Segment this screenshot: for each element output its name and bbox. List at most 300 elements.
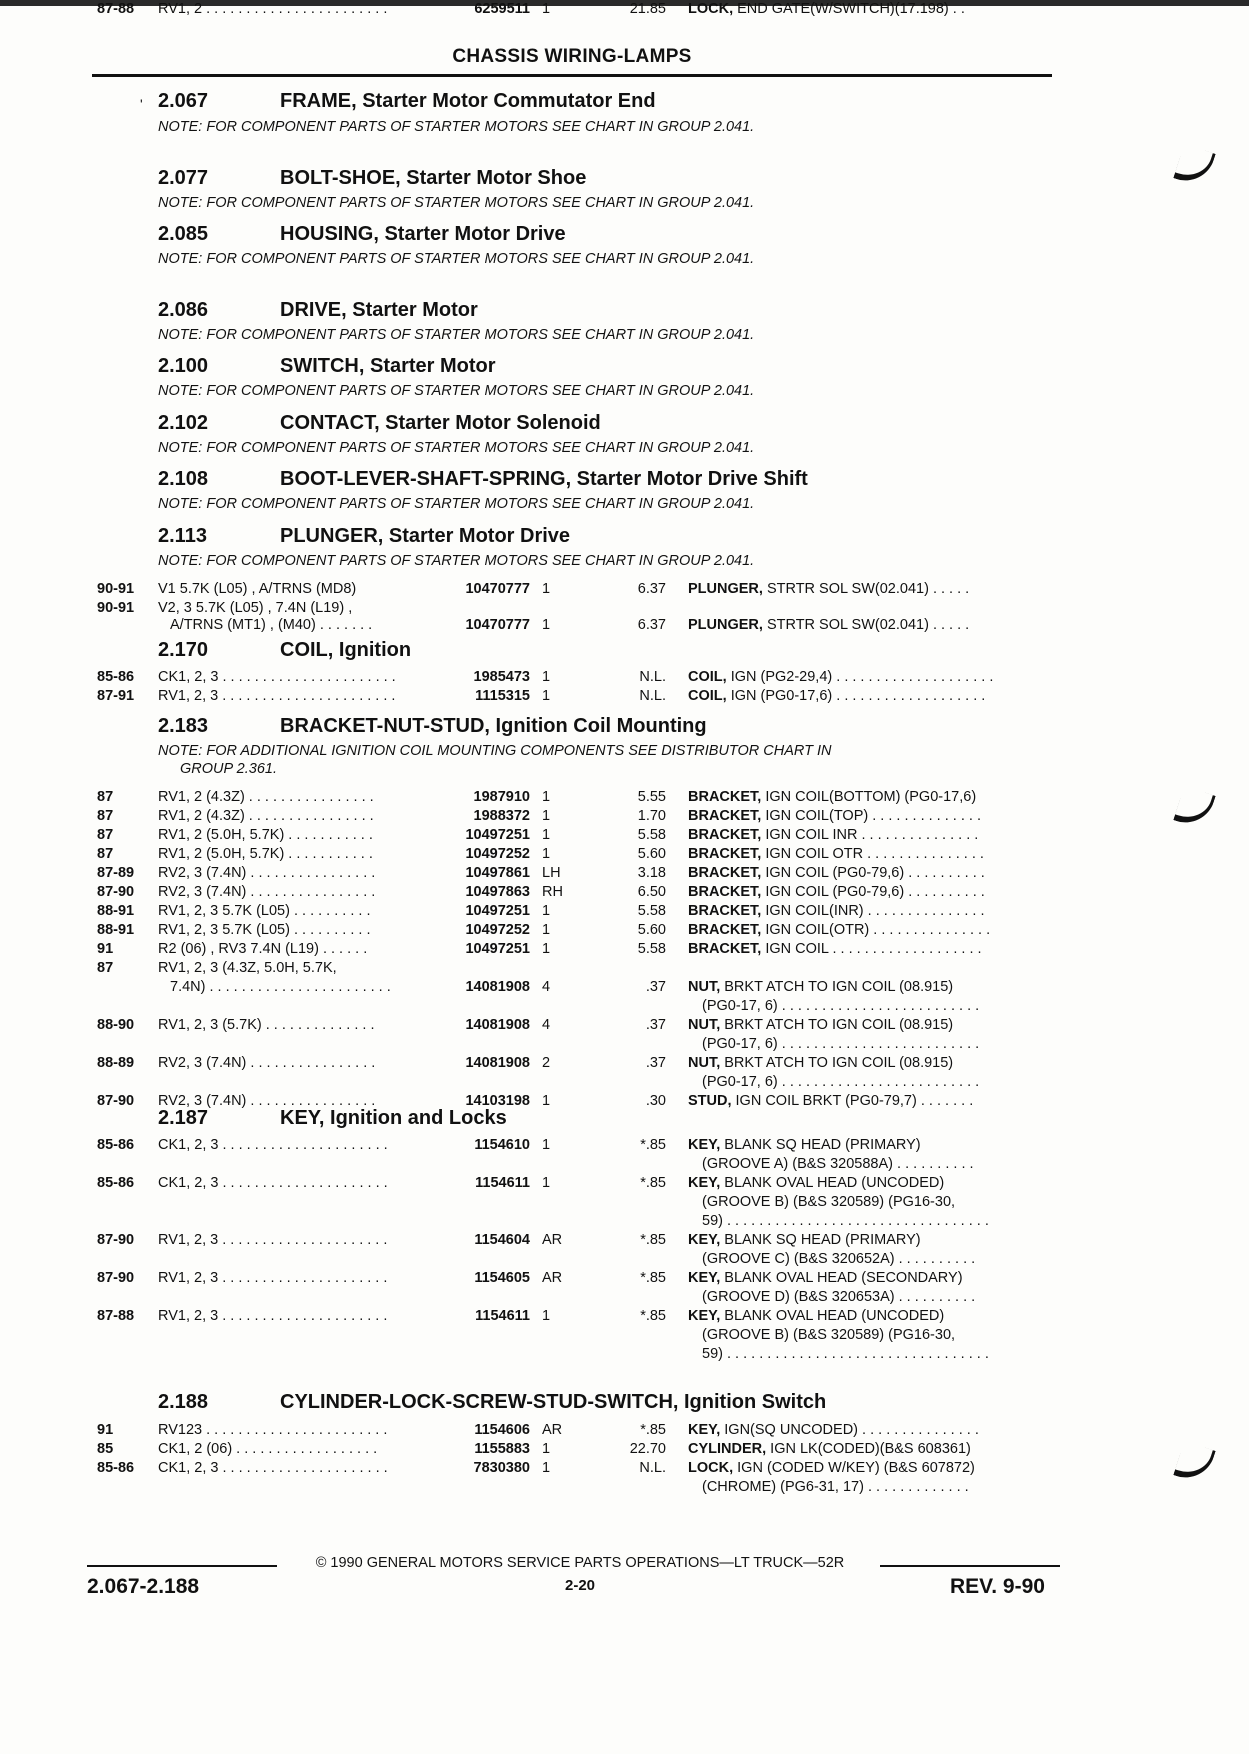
description-keyword: BRACKET, <box>688 808 762 824</box>
price: 5.60 <box>637 922 666 938</box>
description-keyword: BRACKET, <box>688 827 762 843</box>
model-code: CK1, 2, 3 . . . . . . . . . . . . . . . . . . . . . <box>158 1137 388 1153</box>
part-description <box>688 1440 1052 1459</box>
table-row <box>0 921 1249 940</box>
table-row <box>0 1459 1249 1478</box>
model-year: 87-90 <box>97 884 135 900</box>
model-code: RV1, 2 (5.0H, 5.7K) . . . . . . . . . . . <box>158 846 373 862</box>
quantity: 2 <box>542 1055 551 1071</box>
model-code: RV1, 2 (4.3Z) . . . . . . . . . . . . . . . . <box>158 789 374 805</box>
page-header: CHASSIS WIRING-LAMPS <box>92 46 1052 77</box>
part-description <box>688 1421 1052 1440</box>
footer-rule-right <box>880 1565 1060 1567</box>
quantity: 1 <box>542 922 551 938</box>
model-code: RV1, 2, 3 . . . . . . . . . . . . . . . . . . . . . <box>158 1232 388 1248</box>
part-number: 14081908 <box>465 1055 530 1071</box>
table-row <box>0 1054 1249 1073</box>
price: *.85 <box>640 1137 666 1153</box>
section-note: NOTE: FOR COMPONENT PARTS OF STARTER MOTORS SEE CHART IN GROUP 2.041. <box>158 251 755 267</box>
quantity: 1 <box>542 941 551 957</box>
model-year: 87 <box>97 846 114 862</box>
model-year: 87-88 <box>97 1 135 17</box>
table-row <box>0 1326 1249 1345</box>
part-description-continued: 59) . . . . . . . . . . . . . . . . . . . . . . . . . . . . . . . . . <box>702 1213 989 1229</box>
part-number: 1154611 <box>475 1308 530 1324</box>
part-description <box>688 687 1052 706</box>
part-number: 1154604 <box>474 1232 530 1248</box>
table-row <box>0 864 1249 883</box>
quantity: 1 <box>542 688 551 704</box>
table-row <box>0 1016 1249 1035</box>
section-number: 2.085 <box>158 223 209 245</box>
model-code: RV1, 2, 3 . . . . . . . . . . . . . . . . . . . . . <box>158 1270 388 1286</box>
part-description-continued: (GROOVE B) (B&S 320589) (PG16-30, <box>702 1194 956 1210</box>
description-text: IGN COIL(TOP) . . . . . . . . . . . . . . <box>761 808 981 824</box>
section-note: NOTE: FOR ADDITIONAL IGNITION COIL MOUNTING COMPONENTS SEE DISTRIBUTOR CHART IN <box>158 743 832 759</box>
model-year: 88-90 <box>97 1017 135 1033</box>
table-row <box>0 1478 1249 1497</box>
part-description <box>688 616 1052 635</box>
part-number: 10470777 <box>465 581 530 597</box>
price: 3.18 <box>637 865 666 881</box>
quantity: 1 <box>542 1 551 17</box>
quantity: 1 <box>542 669 551 685</box>
part-description <box>688 826 1052 845</box>
model-code: RV1, 2, 3 (5.7K) . . . . . . . . . . . . . . <box>158 1017 375 1033</box>
part-description-continued: (PG0-17, 6) . . . . . . . . . . . . . . . . . . . . . . . . . <box>702 998 980 1014</box>
quantity: 1 <box>542 846 551 862</box>
part-number: 14081908 <box>465 979 530 995</box>
part-description-continued: (PG0-17, 6) . . . . . . . . . . . . . . . . . . . . . . . . . <box>702 1074 980 1090</box>
description-keyword: KEY, <box>688 1308 721 1324</box>
description-text: IGN (CODED W/KEY) (B&S 607872) <box>733 1460 975 1476</box>
table-row <box>0 1345 1249 1364</box>
part-description-continued: (GROOVE A) (B&S 320588A) . . . . . . . . . . <box>702 1156 974 1172</box>
section-note-continued: GROUP 2.361. <box>180 761 277 777</box>
part-description-continued: 59) . . . . . . . . . . . . . . . . . . . . . . . . . . . . . . . . . <box>702 1346 989 1362</box>
part-number: 10497863 <box>465 884 530 900</box>
description-text: STRTR SOL SW(02.041) . . . . . <box>762 617 970 633</box>
model-year: 85-86 <box>97 1460 135 1476</box>
description-text: IGN COIL BRKT (PG0-79,7) . . . . . . . <box>731 1093 974 1109</box>
description-text: BLANK SQ HEAD (PRIMARY) <box>720 1137 921 1153</box>
quantity: AR <box>542 1422 563 1438</box>
price: 22.70 <box>629 1441 666 1457</box>
description-text: IGN COIL(BOTTOM) (PG0-17,6) <box>761 789 977 805</box>
section-title: KEY, Ignition and Locks <box>280 1107 507 1129</box>
description-keyword: BRACKET, <box>688 865 762 881</box>
description-keyword: PLUNGER, <box>688 581 763 597</box>
model-year: 87-89 <box>97 865 135 881</box>
section-note: NOTE: FOR COMPONENT PARTS OF STARTER MOTORS SEE CHART IN GROUP 2.041. <box>158 496 755 512</box>
section-note: NOTE: FOR COMPONENT PARTS OF STARTER MOTORS SEE CHART IN GROUP 2.041. <box>158 327 755 343</box>
quantity: 1 <box>542 1137 551 1153</box>
table-row <box>0 959 1249 978</box>
part-description <box>688 1136 1052 1155</box>
footer-revision: REV. 9-90 <box>950 1575 1045 1598</box>
description-text: BLANK OVAL HEAD (UNCODED) <box>720 1308 945 1324</box>
section-number: 2.108 <box>158 468 209 490</box>
table-row <box>0 826 1249 845</box>
table-row <box>0 0 1249 19</box>
model-code: CK1, 2 (06) . . . . . . . . . . . . . . . . . . <box>158 1441 378 1457</box>
section-title: BOOT-LEVER-SHAFT-SPRING, Starter Motor Drive Shift <box>280 468 808 490</box>
price: 1.70 <box>637 808 666 824</box>
description-keyword: KEY, <box>688 1175 721 1191</box>
description-text: IGN LK(CODED)(B&S 608361) <box>766 1441 971 1457</box>
description-text: IGN COIL(OTR) . . . . . . . . . . . . . . . <box>761 922 991 938</box>
price: 6.37 <box>637 617 666 633</box>
description-text: IGN COIL (PG0-79,6) . . . . . . . . . . <box>761 865 985 881</box>
part-description-continued: (GROOVE B) (B&S 320589) (PG16-30, <box>702 1327 956 1343</box>
model-year: 87-90 <box>97 1093 135 1109</box>
model-year: 90-91 <box>97 600 135 616</box>
table-row <box>0 580 1249 599</box>
quantity: AR <box>542 1270 563 1286</box>
model-year: 87 <box>97 808 114 824</box>
section-title: CONTACT, Starter Motor Solenoid <box>280 412 601 434</box>
model-code: RV1, 2, 3 . . . . . . . . . . . . . . . . . . . . . <box>158 1308 388 1324</box>
description-keyword: STUD, <box>688 1093 732 1109</box>
model-year: 87-91 <box>97 688 135 704</box>
price: *.85 <box>640 1422 666 1438</box>
quantity: 4 <box>542 1017 551 1033</box>
table-row <box>0 1136 1249 1155</box>
model-code: RV1, 2, 3 5.7K (L05) . . . . . . . . . . <box>158 922 371 938</box>
model-year: 91 <box>97 941 114 957</box>
description-keyword: PLUNGER, <box>688 617 763 633</box>
model-code: RV1, 2 (4.3Z) . . . . . . . . . . . . . . . . <box>158 808 374 824</box>
part-description <box>688 1092 1052 1111</box>
table-row <box>0 1035 1249 1054</box>
quantity: LH <box>542 865 561 881</box>
table-row <box>0 902 1249 921</box>
section-number: 2.102 <box>158 412 209 434</box>
table-row <box>0 1307 1249 1326</box>
table-row <box>0 883 1249 902</box>
model-code: RV1, 2, 3 5.7K (L05) . . . . . . . . . . <box>158 903 371 919</box>
table-row <box>0 807 1249 826</box>
model-year: 87 <box>97 827 114 843</box>
model-code: CK1, 2, 3 . . . . . . . . . . . . . . . . . . . . . . <box>158 669 396 685</box>
footer-page-number: 2-20 <box>564 1577 596 1594</box>
section-number: 2.077 <box>158 167 209 189</box>
section-note: NOTE: FOR COMPONENT PARTS OF STARTER MOTORS SEE CHART IN GROUP 2.041. <box>158 440 755 456</box>
description-text: BRKT ATCH TO IGN COIL (08.915) <box>720 1017 954 1033</box>
price: 6.37 <box>637 581 666 597</box>
section-number: 2.067 <box>158 90 209 112</box>
description-keyword: CYLINDER, <box>688 1441 767 1457</box>
model-code: RV2, 3 (7.4N) . . . . . . . . . . . . . . . . <box>158 1093 376 1109</box>
price: 5.60 <box>637 846 666 862</box>
table-row <box>0 1288 1249 1307</box>
part-description <box>688 940 1052 959</box>
description-text: BLANK OVAL HEAD (UNCODED) <box>720 1175 945 1191</box>
description-keyword: COIL, <box>688 688 727 704</box>
section-number: 2.187 <box>158 1107 209 1129</box>
description-text: STRTR SOL SW(02.041) . . . . . <box>762 581 970 597</box>
model-code: R2 (06) , RV3 7.4N (L19) . . . . . . <box>158 941 368 957</box>
section-title: PLUNGER, Starter Motor Drive <box>280 525 571 547</box>
part-number: 1154610 <box>474 1137 530 1153</box>
description-keyword: BRACKET, <box>688 884 762 900</box>
price: N.L. <box>639 1460 666 1476</box>
price: 5.58 <box>637 827 666 843</box>
table-row <box>0 940 1249 959</box>
model-code: A/TRNS (MT1) , (M40) . . . . . . . <box>170 617 373 633</box>
description-keyword: KEY, <box>688 1232 721 1248</box>
quantity: 4 <box>542 979 551 995</box>
price: 5.58 <box>637 941 666 957</box>
table-row <box>0 1440 1249 1459</box>
part-description-continued: (GROOVE C) (B&S 320652A) . . . . . . . . . . <box>702 1251 976 1267</box>
part-number: 1115315 <box>475 688 530 704</box>
price: 5.55 <box>637 789 666 805</box>
description-keyword: BRACKET, <box>688 846 762 862</box>
part-description <box>688 1174 1052 1193</box>
price: .30 <box>645 1093 666 1109</box>
description-text: IGN COIL . . . . . . . . . . . . . . . . . . . <box>761 941 982 957</box>
part-description <box>688 788 1052 807</box>
section-note: NOTE: FOR COMPONENT PARTS OF STARTER MOTORS SEE CHART IN GROUP 2.041. <box>158 383 755 399</box>
price: *.85 <box>640 1308 666 1324</box>
part-description <box>688 1054 1052 1073</box>
part-description-continued: (CHROME) (PG6-31, 17) . . . . . . . . . . . . . <box>702 1479 969 1495</box>
quantity: 1 <box>542 808 551 824</box>
part-description <box>688 0 1052 19</box>
section-title: HOUSING, Starter Motor Drive <box>280 223 566 245</box>
part-description <box>688 921 1052 940</box>
description-keyword: BRACKET, <box>688 922 762 938</box>
description-text: IGN COIL INR . . . . . . . . . . . . . . . <box>761 827 979 843</box>
description-keyword: LOCK, <box>688 1460 734 1476</box>
description-text: END GATE(W/SWITCH)(17.198) . . <box>733 1 965 17</box>
description-keyword: KEY, <box>688 1422 721 1438</box>
quantity: 1 <box>542 1460 551 1476</box>
price: 6.50 <box>637 884 666 900</box>
part-description <box>688 978 1052 997</box>
description-keyword: BRACKET, <box>688 903 762 919</box>
price: *.85 <box>640 1270 666 1286</box>
footer-section-range: 2.067-2.188 <box>87 1575 200 1598</box>
part-number: 1155883 <box>474 1441 530 1457</box>
model-code: RV2, 3 (7.4N) . . . . . . . . . . . . . . . . <box>158 1055 376 1071</box>
description-keyword: KEY, <box>688 1137 721 1153</box>
model-code: CK1, 2, 3 . . . . . . . . . . . . . . . . . . . . . <box>158 1460 388 1476</box>
part-description <box>688 864 1052 883</box>
model-year: 85 <box>97 1441 114 1457</box>
table-row <box>0 1092 1249 1111</box>
price: N.L. <box>639 669 666 685</box>
description-text: BLANK SQ HEAD (PRIMARY) <box>720 1232 921 1248</box>
model-year: 87 <box>97 960 114 976</box>
quantity: 1 <box>542 617 551 633</box>
section-title: COIL, Ignition <box>280 639 412 661</box>
model-code: CK1, 2, 3 . . . . . . . . . . . . . . . . . . . . . <box>158 1175 388 1191</box>
part-description-continued: (GROOVE D) (B&S 320653A) . . . . . . . . . . <box>702 1289 976 1305</box>
part-number: 10497861 <box>465 865 530 881</box>
description-keyword: NUT, <box>688 1017 721 1033</box>
part-number: 10497251 <box>465 827 530 843</box>
model-code: RV2, 3 (7.4N) . . . . . . . . . . . . . . . . <box>158 865 376 881</box>
part-description <box>688 1459 1052 1478</box>
table-row <box>0 1212 1249 1231</box>
section-number: 2.086 <box>158 299 209 321</box>
table-row <box>0 1193 1249 1212</box>
part-number: 10497251 <box>465 903 530 919</box>
quantity: RH <box>542 884 563 900</box>
part-number: 10497252 <box>465 922 530 938</box>
quantity: 1 <box>542 903 551 919</box>
table-row <box>0 1073 1249 1092</box>
quantity: 1 <box>542 1441 551 1457</box>
model-year: 85-86 <box>97 1137 135 1153</box>
table-row <box>0 668 1249 687</box>
part-number: 1154611 <box>475 1175 530 1191</box>
part-description-continued: (PG0-17, 6) . . . . . . . . . . . . . . . . . . . . . . . . . <box>702 1036 980 1052</box>
section-number: 2.100 <box>158 355 209 377</box>
quantity: AR <box>542 1232 563 1248</box>
model-code: RV1, 2, 3 . . . . . . . . . . . . . . . . . . . . . . <box>158 688 396 704</box>
description-keyword: KEY, <box>688 1270 721 1286</box>
table-row <box>0 978 1249 997</box>
description-text: BRKT ATCH TO IGN COIL (08.915) <box>720 1055 954 1071</box>
part-number: 1988372 <box>473 808 530 824</box>
quantity: 1 <box>542 827 551 843</box>
part-number: 1985473 <box>473 669 530 685</box>
description-keyword: COIL, <box>688 669 727 685</box>
table-row <box>0 845 1249 864</box>
quantity: 1 <box>542 1093 551 1109</box>
description-text: BRKT ATCH TO IGN COIL (08.915) <box>720 979 954 995</box>
section-title: DRIVE, Starter Motor <box>280 299 478 321</box>
part-description <box>688 902 1052 921</box>
model-year: 88-91 <box>97 922 135 938</box>
model-year: 87-90 <box>97 1232 135 1248</box>
part-number: 1154606 <box>474 1422 530 1438</box>
model-code: RV1, 2, 3 (4.3Z, 5.0H, 5.7K, <box>158 960 337 976</box>
model-year: 85-86 <box>97 669 135 685</box>
price: .37 <box>645 1055 666 1071</box>
part-description <box>688 1307 1052 1326</box>
price: .37 <box>645 979 666 995</box>
model-year: 85-86 <box>97 1175 135 1191</box>
description-keyword: LOCK, <box>688 1 734 17</box>
model-year: 87-88 <box>97 1308 135 1324</box>
description-text: BLANK OVAL HEAD (SECONDARY) <box>720 1270 963 1286</box>
part-description <box>688 668 1052 687</box>
part-description <box>688 580 1052 599</box>
quantity: 1 <box>542 581 551 597</box>
table-row <box>0 1421 1249 1440</box>
table-row <box>0 997 1249 1016</box>
price: *.85 <box>640 1232 666 1248</box>
model-code: RV1, 2 (5.0H, 5.7K) . . . . . . . . . . . <box>158 827 373 843</box>
part-description <box>688 1269 1052 1288</box>
model-code: V2, 3 5.7K (L05) , 7.4N (L19) , <box>158 600 353 616</box>
model-year: 88-91 <box>97 903 135 919</box>
section-number: 2.188 <box>158 1391 209 1413</box>
part-number: 10497252 <box>465 846 530 862</box>
section-title: CYLINDER-LOCK-SCREW-STUD-SWITCH, Ignition Switch <box>280 1391 827 1413</box>
margin-tick-mark: ' <box>140 96 143 112</box>
part-number: 14081908 <box>465 1017 530 1033</box>
section-note: NOTE: FOR COMPONENT PARTS OF STARTER MOTORS SEE CHART IN GROUP 2.041. <box>158 553 755 569</box>
section-title: SWITCH, Starter Motor <box>280 355 496 377</box>
model-code: RV123 . . . . . . . . . . . . . . . . . . . . . . . <box>158 1422 388 1438</box>
footer-rule-left <box>87 1565 277 1567</box>
part-description <box>688 1016 1052 1035</box>
quantity: 1 <box>542 1308 551 1324</box>
table-row <box>0 1174 1249 1193</box>
part-description <box>688 845 1052 864</box>
description-keyword: NUT, <box>688 979 721 995</box>
model-year: 90-91 <box>97 581 135 597</box>
model-code: 7.4N) . . . . . . . . . . . . . . . . . . . . . . . <box>170 979 391 995</box>
section-note: NOTE: FOR COMPONENT PARTS OF STARTER MOTORS SEE CHART IN GROUP 2.041. <box>158 195 755 211</box>
description-keyword: BRACKET, <box>688 941 762 957</box>
part-number: 10497251 <box>465 941 530 957</box>
price: .37 <box>645 1017 666 1033</box>
model-year: 91 <box>97 1422 114 1438</box>
model-year: 88-89 <box>97 1055 135 1071</box>
table-row <box>0 1269 1249 1288</box>
model-year: 87 <box>97 789 114 805</box>
section-note: NOTE: FOR COMPONENT PARTS OF STARTER MOTORS SEE CHART IN GROUP 2.041. <box>158 119 755 135</box>
model-code: V1 5.7K (L05) , A/TRNS (MD8) <box>158 581 357 597</box>
quantity: 1 <box>542 789 551 805</box>
description-text: IGN (PG2-29,4) . . . . . . . . . . . . . . . . . . . . <box>726 669 994 685</box>
section-number: 2.183 <box>158 715 209 737</box>
part-description <box>688 1231 1052 1250</box>
description-text: IGN COIL(INR) . . . . . . . . . . . . . . . <box>761 903 985 919</box>
model-year: 87-90 <box>97 1270 135 1286</box>
section-title: BRACKET-NUT-STUD, Ignition Coil Mounting <box>280 715 707 737</box>
section-title: BOLT-SHOE, Starter Motor Shoe <box>280 167 587 189</box>
description-text: IGN COIL OTR . . . . . . . . . . . . . . . <box>761 846 984 862</box>
part-number: 6259511 <box>474 1 530 17</box>
price: 5.58 <box>637 903 666 919</box>
section-number: 2.113 <box>158 525 207 547</box>
part-number: 1987910 <box>473 789 530 805</box>
part-number: 1154605 <box>474 1270 530 1286</box>
price: N.L. <box>639 688 666 704</box>
table-row <box>0 1231 1249 1250</box>
description-text: IGN(SQ UNCODED) . . . . . . . . . . . . . . . <box>720 1422 979 1438</box>
price: 21.85 <box>629 1 666 17</box>
section-title: FRAME, Starter Motor Commutator End <box>280 90 656 112</box>
part-number: 14103198 <box>465 1093 530 1109</box>
model-code: RV1, 2 . . . . . . . . . . . . . . . . . . . . . . . <box>158 1 388 17</box>
description-keyword: NUT, <box>688 1055 721 1071</box>
part-description <box>688 807 1052 826</box>
table-row <box>0 616 1249 635</box>
price: *.85 <box>640 1175 666 1191</box>
description-text: IGN COIL (PG0-79,6) . . . . . . . . . . <box>761 884 985 900</box>
part-number: 7830380 <box>473 1460 530 1476</box>
description-keyword: BRACKET, <box>688 789 762 805</box>
table-row <box>0 687 1249 706</box>
part-description <box>688 883 1052 902</box>
table-row <box>0 1250 1249 1269</box>
table-row <box>0 788 1249 807</box>
model-code: RV2, 3 (7.4N) . . . . . . . . . . . . . . . . <box>158 884 376 900</box>
section-number: 2.170 <box>158 639 209 661</box>
part-number: 10470777 <box>465 617 530 633</box>
table-row <box>0 1155 1249 1174</box>
quantity: 1 <box>542 1175 551 1191</box>
footer-copyright: © 1990 GENERAL MOTORS SERVICE PARTS OPERATIONS—LT TRUCK—52R <box>315 1555 845 1571</box>
